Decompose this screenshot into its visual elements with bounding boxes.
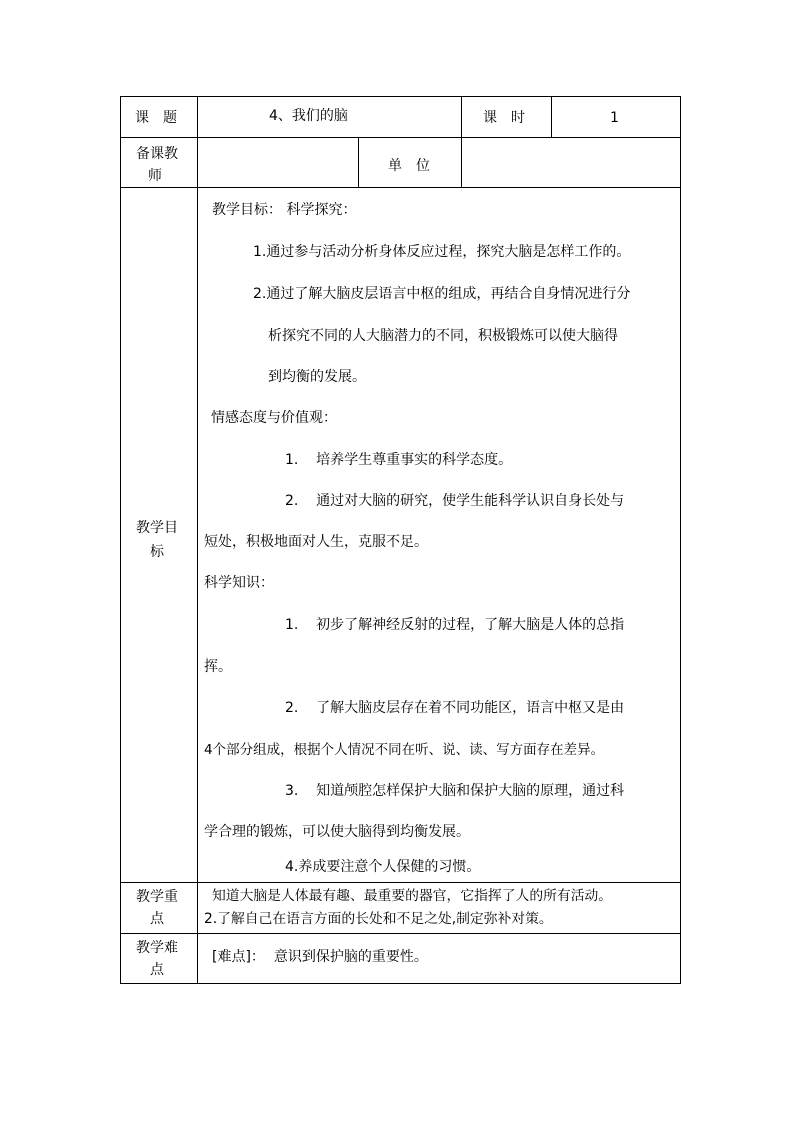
table-label-divider	[197, 96, 198, 984]
topic-label: 课 题	[135, 110, 177, 126]
table-col-divider	[461, 137, 462, 187]
objective-line: 情感态度与价值观：	[211, 410, 337, 426]
objective-line: 挥。	[204, 659, 232, 675]
objective-line: 析探究不同的人大脑潜力的不同，积极锻炼可以使大脑得	[268, 328, 618, 344]
table-row-divider	[120, 187, 681, 188]
table-border-left	[120, 96, 121, 984]
key-point-line: 知道大脑是人体最有趣、最重要的器官，它指挥了人的所有活动。	[212, 888, 613, 904]
period-value: 1	[610, 110, 619, 126]
objective-line: 4.养成要注意个人保健的习惯。	[285, 859, 481, 875]
objective-line: 1. 初步了解神经反射的过程，了解大脑是人体的总指	[285, 617, 625, 633]
table-border-right	[680, 96, 681, 984]
table-border-bottom	[120, 983, 681, 984]
objective-line: 科学知识：	[204, 575, 274, 591]
objective-line: 到均衡的发展。	[268, 369, 366, 385]
teacher-label: 备课教 师	[136, 146, 178, 184]
key-point-line: 2.了解自己在语言方面的长处和不足之处,制定弥补对策。	[204, 911, 553, 927]
objectives-label: 教学目 标	[136, 520, 178, 560]
objective-line: 1.通过参与活动分析身体反应过程，探究大脑是怎样工作的。	[253, 244, 631, 260]
difficulties-label: 教学难 点	[136, 940, 178, 978]
objective-line: 教学目标： 科学探究：	[212, 202, 357, 218]
objective-line: 4个部分组成，根据个人情况不同在听、说、读、写方面存在差异。	[204, 742, 605, 758]
objective-line: 3. 知道颅腔怎样保护大脑和保护大脑的原理，通过科	[285, 783, 625, 799]
table-row-divider	[120, 933, 681, 934]
topic-value: 4、我们的脑	[269, 108, 348, 124]
objective-line: 2. 通过对大脑的研究，使学生能科学认识自身长处与	[285, 493, 625, 509]
difficulty-line: [难点]： 意识到保护脑的重要性。	[212, 949, 428, 965]
period-label: 课 时	[483, 110, 525, 126]
unit-label: 单 位	[388, 158, 430, 174]
objective-line: 学合理的锻炼，可以使大脑得到均衡发展。	[204, 824, 470, 840]
table-col-divider	[358, 137, 359, 187]
objective-line: 2. 了解大脑皮层存在着不同功能区，语言中枢又是由	[285, 700, 625, 716]
table-col-divider	[461, 96, 462, 137]
objective-line: 1. 培养学生尊重事实的科学态度。	[285, 452, 513, 468]
table-row-divider	[120, 137, 681, 138]
objective-line: 短处，积极地面对人生，克服不足。	[204, 534, 428, 550]
table-col-divider	[551, 96, 552, 137]
table-border-top	[120, 96, 681, 97]
table-row-divider	[120, 882, 681, 883]
key-points-label: 教学重 点	[136, 889, 178, 927]
objective-line: 2.通过了解大脑皮层语言中枢的组成，再结合自身情况进行分	[253, 286, 631, 302]
